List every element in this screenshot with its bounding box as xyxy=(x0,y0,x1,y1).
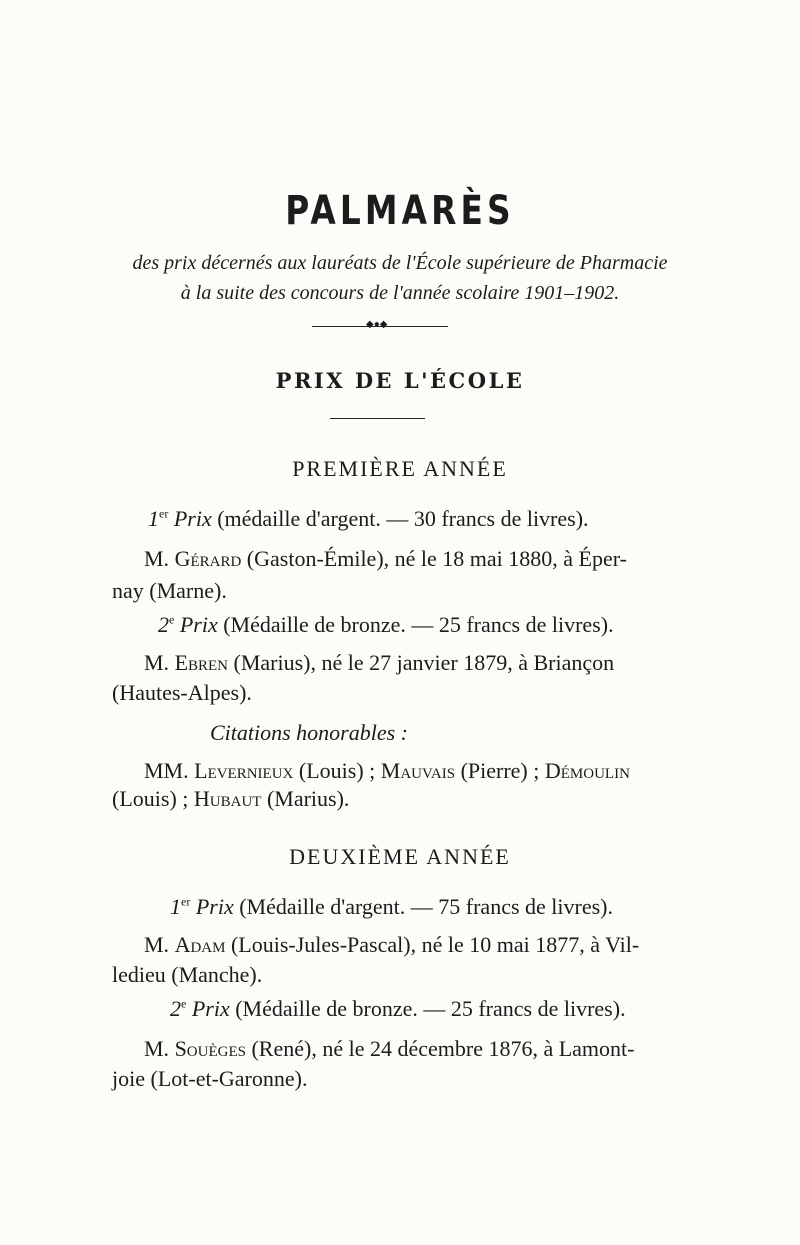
laureate-details: (Marius), né le 27 janvier 1879, à Briançon xyxy=(233,650,615,675)
laureate-details: (Louis-Jules-Pascal), né le 10 mai 1877, à Vil- xyxy=(230,932,640,957)
prix-number: 1 xyxy=(148,506,159,531)
prix-number: 2 xyxy=(158,612,169,637)
year-heading-premiere: PREMIÈRE ANNÉE xyxy=(292,456,508,481)
citation-given: (Marius). xyxy=(266,786,350,811)
subtitle-line-1: des prix décernés aux lauréats de l'École supérieure de Pharmacie xyxy=(132,252,668,274)
citation-given: (Louis) ; xyxy=(112,786,189,811)
laureate-surname: Ebren xyxy=(174,650,229,675)
deuxieme-prix1-laureate-cont: ledieu (Manche). xyxy=(112,962,263,987)
premiere-prix1-laureate-cont: nay (Marne). xyxy=(112,578,227,603)
premiere-prix2-laureate-cont: (Hautes-Alpes). xyxy=(112,680,252,705)
section-title: PRIX DE L'ÉCOLE xyxy=(275,368,525,393)
citation-given: (Louis) ; xyxy=(298,758,376,783)
citations-label: Citations honorables : xyxy=(210,720,409,745)
prix-ordinal: er xyxy=(181,894,191,909)
prix-description: (Médaille d'argent. — 75 francs de livres). xyxy=(239,894,613,919)
premiere-prix2-heading xyxy=(158,612,614,638)
citation-surname: Hubaut xyxy=(193,786,262,811)
premiere-prix2-laureate xyxy=(144,650,614,676)
laureate-details: (Gaston-Émile), né le 18 mai 1880, à Éper- xyxy=(246,546,627,571)
laureate-title: M. xyxy=(144,546,170,571)
laureate-surname: Gérard xyxy=(174,546,242,571)
ornament-diamond-icon: ◆●◆ xyxy=(366,319,388,330)
year-heading-deuxieme: DEUXIÈME ANNÉE xyxy=(289,844,511,869)
citations-line-1 xyxy=(144,758,630,784)
subtitle-line-2: à la suite des concours de l'année scolaire 1901–1902. xyxy=(180,282,620,304)
prix-number: 2 xyxy=(170,996,181,1021)
section-rule xyxy=(330,418,425,419)
prix-label: Prix xyxy=(173,506,212,531)
prix-ordinal: e xyxy=(169,612,175,627)
laureate-details: (René), né le 24 décembre 1876, à Lamont- xyxy=(251,1036,635,1061)
citations-mm: MM. xyxy=(144,758,189,783)
laureate-title: M. xyxy=(144,1036,170,1061)
laureate-surname: Adam xyxy=(174,932,226,957)
prix-description: (Médaille de bronze. — 25 francs de livres). xyxy=(235,996,626,1021)
prix-label: Prix xyxy=(191,996,230,1021)
citation-given: (Pierre) ; xyxy=(460,758,540,783)
prix-number: 1 xyxy=(170,894,181,919)
prix-description: (médaille d'argent. — 30 francs de livres). xyxy=(217,506,589,531)
citation-surname: Mauvais xyxy=(380,758,456,783)
premiere-prix1-laureate xyxy=(144,546,627,572)
premiere-prix1-heading xyxy=(148,506,589,532)
prix-description: (Médaille de bronze. — 25 francs de livres). xyxy=(223,612,614,637)
laureate-surname: Souèges xyxy=(174,1036,246,1061)
citations-line-2 xyxy=(112,786,349,812)
deuxieme-prix1-heading xyxy=(170,894,613,920)
prix-label: Prix xyxy=(195,894,234,919)
prix-label: Prix xyxy=(179,612,218,637)
deuxieme-prix2-laureate-cont: joie (Lot-et-Garonne). xyxy=(112,1066,308,1091)
page-title: PALMARÈS xyxy=(285,188,515,234)
deuxieme-prix1-laureate xyxy=(144,932,639,958)
laureate-title: M. xyxy=(144,932,170,957)
citation-surname: Levernieux xyxy=(194,758,294,783)
deuxieme-prix2-heading xyxy=(170,996,626,1022)
citation-surname: Démoulin xyxy=(544,758,630,783)
prix-ordinal: e xyxy=(181,996,187,1011)
laureate-title: M. xyxy=(144,650,170,675)
prix-ordinal: er xyxy=(159,506,169,521)
deuxieme-prix2-laureate xyxy=(144,1036,634,1062)
